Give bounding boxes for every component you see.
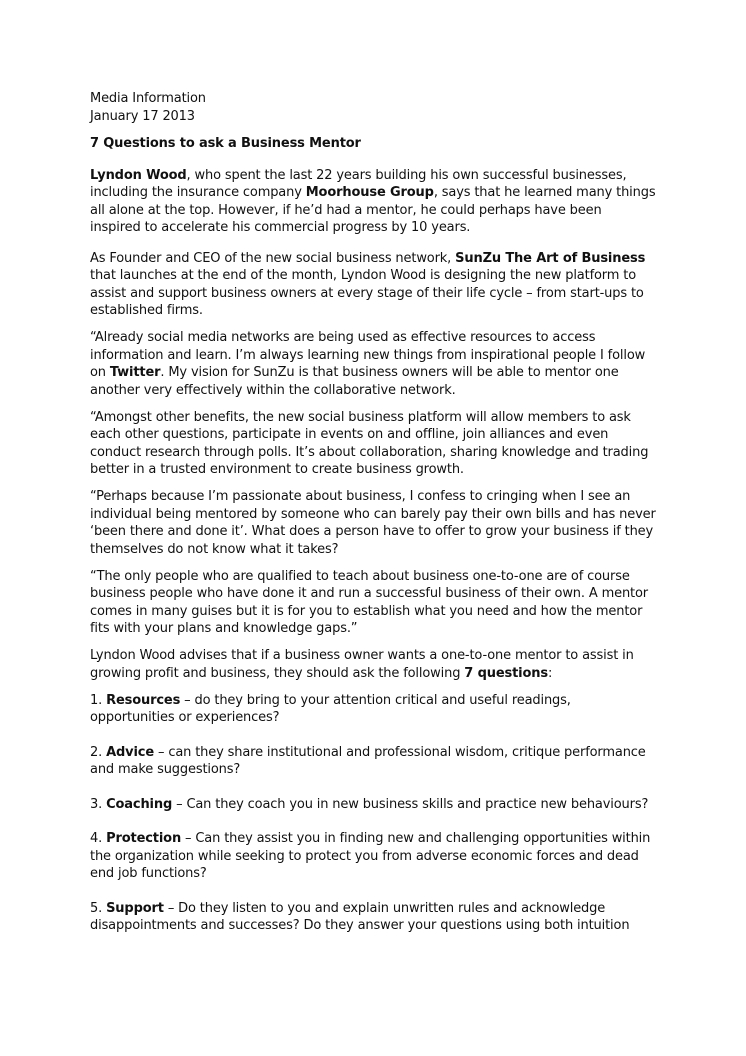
paragraph-qualified: “The only people who are qualified to teach about business one-to-one are of course business people who have done it and run a successful business of their own. A mentor comes in many guises but it is for you to establish what you need and how the mentor fits with your plans and knowledge gaps.”: [90, 568, 648, 636]
advice-text-1: Lyndon Wood advises that if a business owner wants a one-to-one mentor to assist in growing profit and business, they should ask the following: [90, 648, 634, 681]
advice-text-2: :: [547, 665, 553, 681]
question-item: [90, 744, 656, 779]
paragraph-advice: [90, 647, 656, 682]
document-title: 7 Questions to ask a Business Mentor: [90, 136, 361, 151]
question-text: – Can they coach you in new business skills and practice new behaviours?: [172, 796, 649, 812]
release-date: January 17 2013: [90, 108, 195, 124]
document-page: [90, 90, 656, 952]
social-text-2: . My vision for SunZu is that business owners will be able to mentor one another very effectively within the collaborative network.: [90, 365, 619, 398]
question-item: [90, 900, 656, 935]
question-label: Coaching: [106, 796, 173, 812]
question-text: – do they bring to your attention critical and useful readings, opportunities or experiences?: [90, 692, 571, 725]
paragraph-social-media: [90, 329, 656, 399]
seven-questions-label: 7 questions: [464, 665, 548, 681]
media-information-label: Media Information: [90, 91, 206, 106]
founder-text-1: As Founder and CEO of the new social business network,: [90, 250, 456, 266]
intro-text-1: , who spent the last 22 years building his own successful businesses, including the insurance company: [90, 167, 627, 200]
question-item: [90, 692, 656, 727]
question-number: 1.: [90, 692, 107, 708]
paragraph-founder: [90, 250, 656, 320]
question-item: [90, 830, 656, 883]
question-item: [90, 796, 656, 814]
intro-text-2: , says that he learned many things all alone at the top. However, if he’d had a mentor, he could perhaps have been inspired to accelerate his commercial progress by 10 years.: [90, 185, 656, 235]
question-text: – Do they listen to you and explain unwritten rules and acknowledge disappointments and successes? Do they answer your questions using both intuition: [90, 900, 630, 933]
social-text-1: “Already social media networks are being used as effective resources to access information and learn. I’m always learning new things from inspirational people I follow on: [90, 330, 646, 380]
media-header: [90, 90, 656, 125]
question-text: – Can they assist you in finding new and challenging opportunities within the organization while seeking to protect you from adverse economic forces and dead end job functions?: [90, 831, 651, 881]
question-label: Advice: [106, 744, 155, 760]
paragraph-passion: “Perhaps because I’m passionate about business, I confess to cringing when I see an individual being mentored by someone who can barely pay their own bills and has never ‘been there and done it’. What does a person have to offer to grow your business if they themselves do not know what it takes?: [90, 489, 656, 557]
question-number: 3.: [90, 796, 107, 812]
question-label: Support: [106, 900, 164, 916]
question-label: Protection: [106, 831, 182, 846]
person-name: Lyndon Wood: [90, 167, 187, 183]
founder-text-2: that launches at the end of the month, Lyndon Wood is designing the new platform to assist and support business owners at every stage of their life cycle – from start-ups to established firms.: [90, 268, 644, 318]
paragraph-benefits: “Amongst other benefits, the new social business platform will allow members to ask each other questions, participate in events on and offline, join alliances and even conduct research through polls. It’s about collaboration, sharing knowledge and trading better in a trusted environment to create business growth.: [90, 409, 649, 477]
paragraph-intro: [90, 167, 656, 237]
company-name: Moorhouse Group: [305, 185, 434, 200]
question-text: – can they share institutional and professional wisdom, critique performance and make suggestions?: [90, 744, 646, 777]
question-number: 5.: [90, 900, 107, 916]
brand-name: SunZu The Art of Business: [455, 250, 646, 266]
question-label: Resources: [106, 692, 181, 708]
twitter-name: Twitter: [109, 365, 161, 380]
question-number: 4.: [90, 831, 107, 846]
question-number: 2.: [90, 744, 107, 760]
